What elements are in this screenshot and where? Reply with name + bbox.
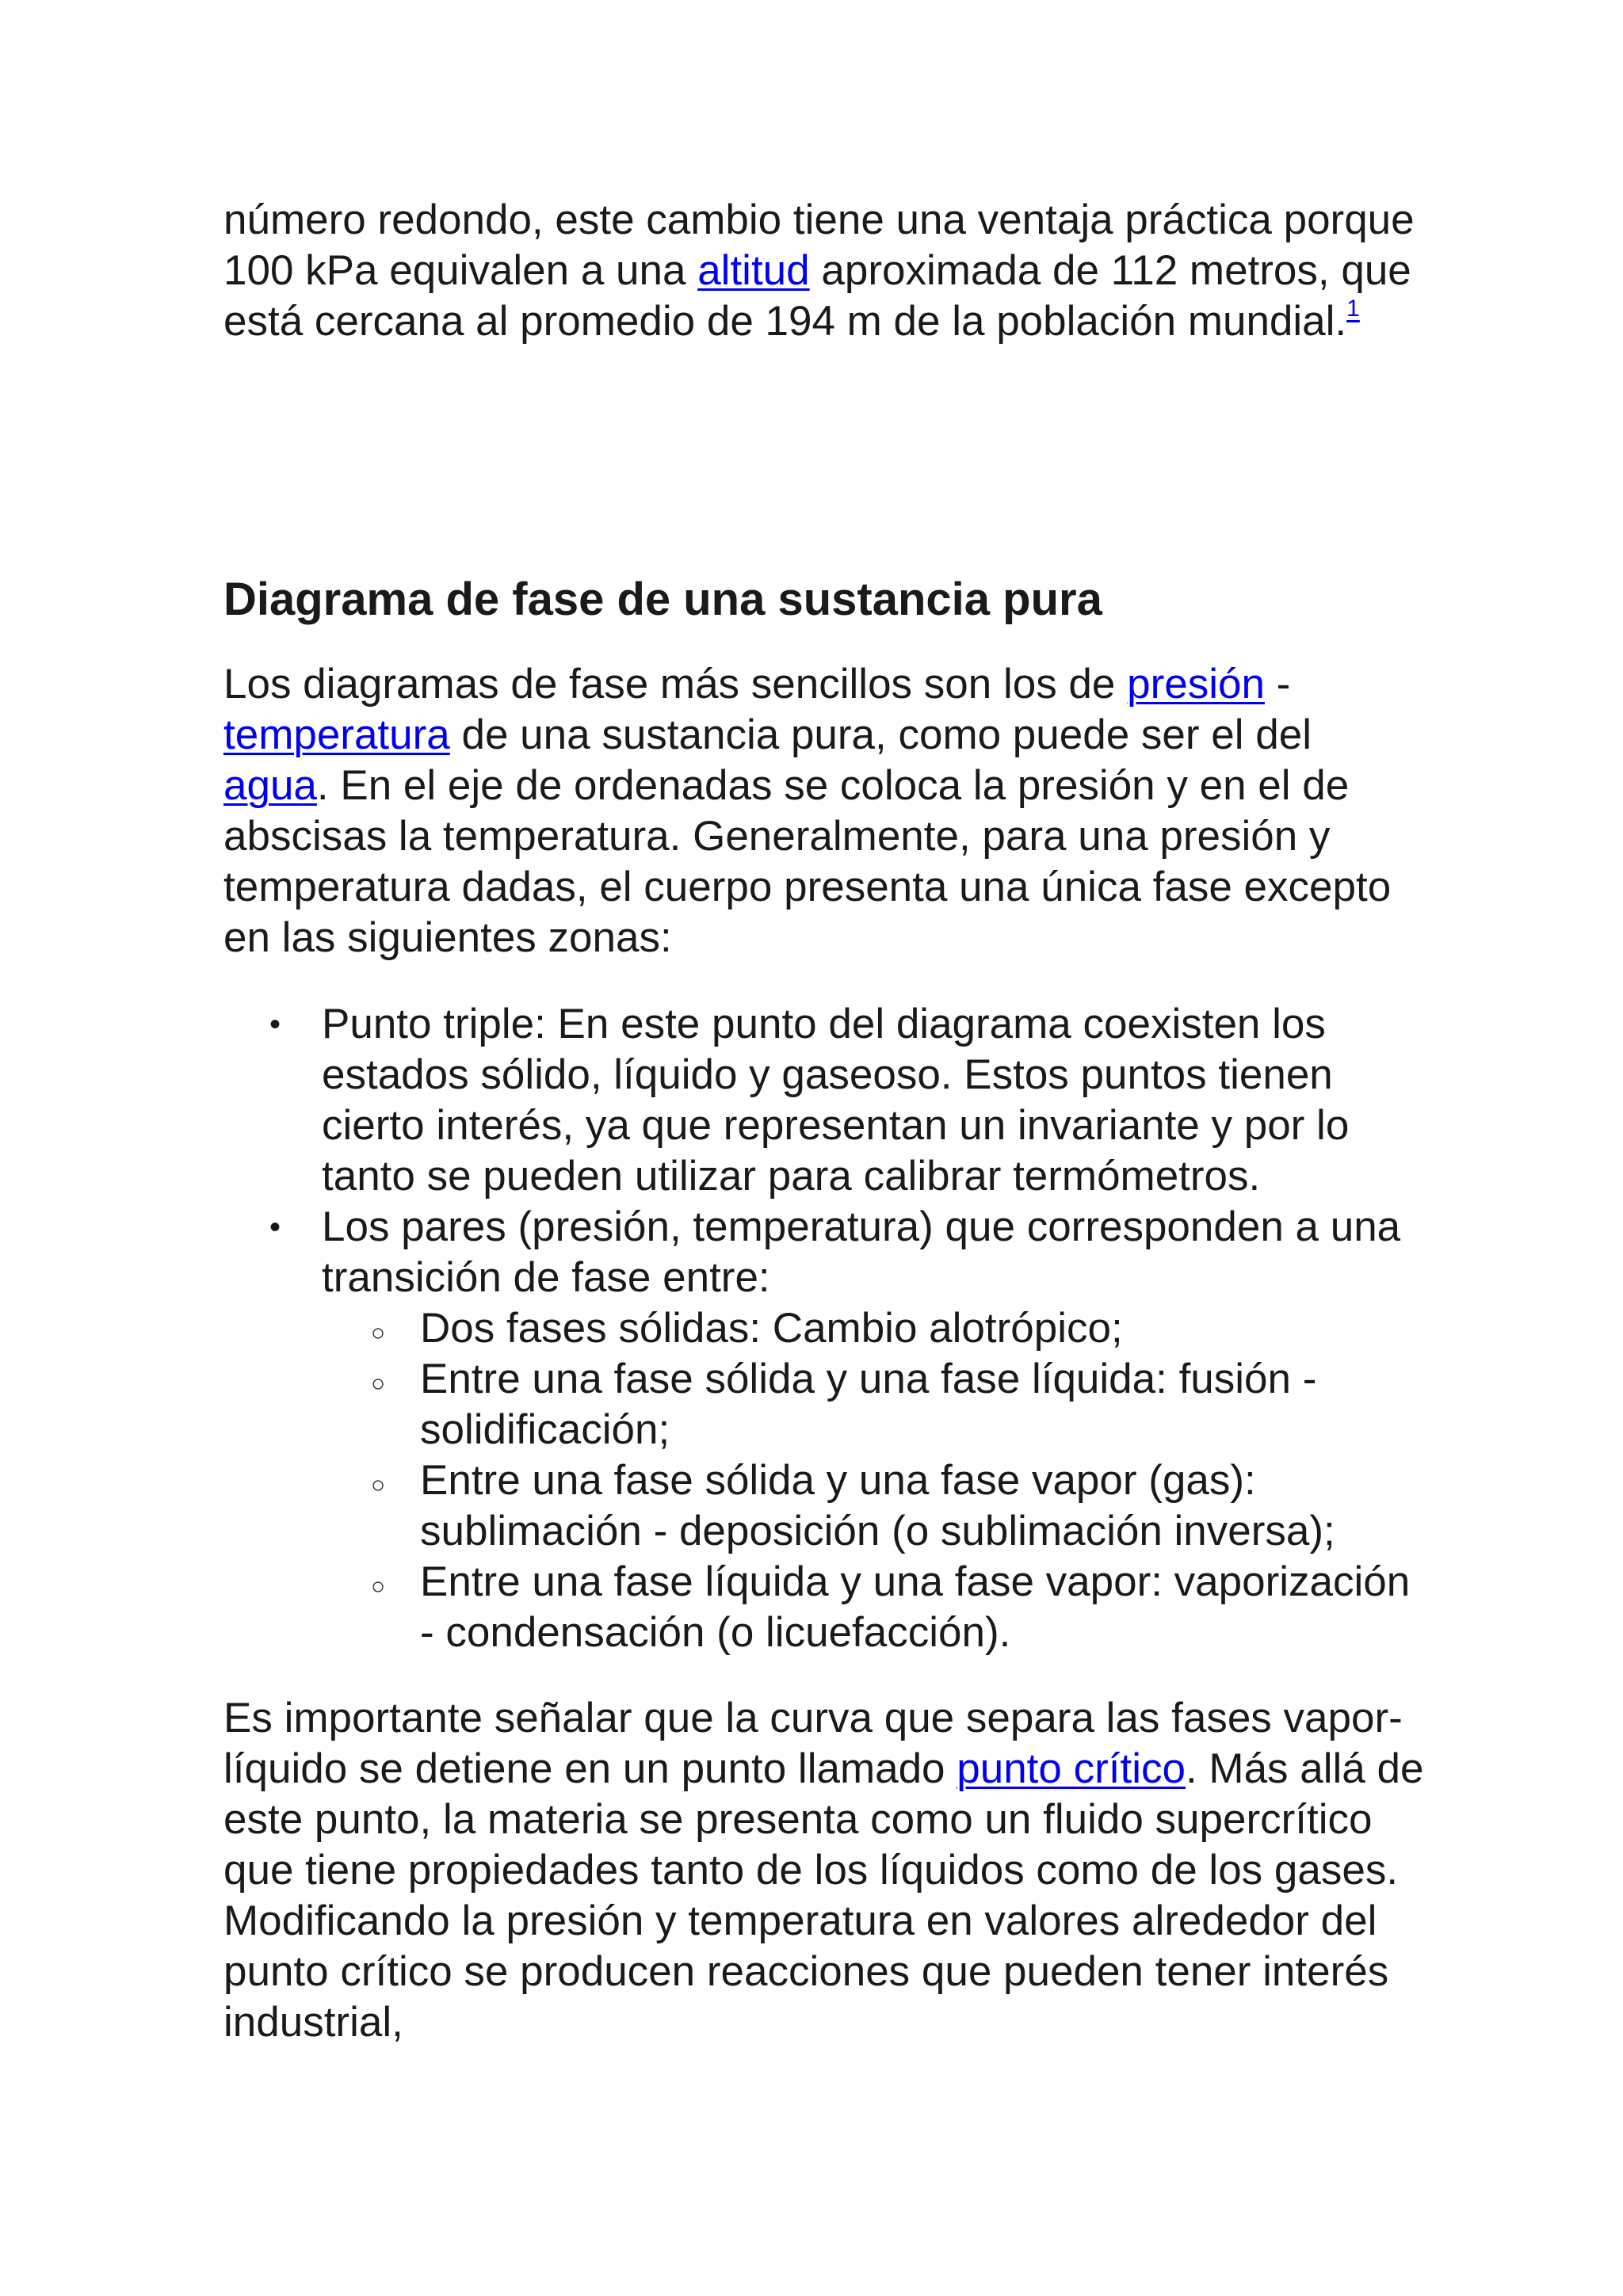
document-page xyxy=(223,195,1428,2048)
section-paragraph-2 xyxy=(223,1693,1428,2048)
link-agua[interactable]: agua xyxy=(223,762,317,809)
section-heading: Diagrama de fase de una sustancia pura xyxy=(223,574,1102,625)
sublist-item-text: Entre una fase sólida y una fase vapor (gas): sublimación - deposición (o sublimación inversa); xyxy=(420,1457,1335,1554)
circle-bullet-icon: ○ xyxy=(371,1472,386,1498)
list-item-transitions xyxy=(223,1202,1428,1658)
bullet-icon: • xyxy=(269,1007,281,1042)
intro-paragraph xyxy=(223,195,1428,347)
bullet-icon: • xyxy=(269,1210,281,1245)
sublist-item xyxy=(322,1354,1428,1455)
sublist-item xyxy=(322,1455,1428,1557)
list-item-triple-point xyxy=(223,999,1428,1202)
link-punto-critico[interactable]: punto crítico xyxy=(957,1745,1186,1792)
p2-text-1: Es importante señalar que la curva que separa las fases vapor-líquido se detiene en un punto llamado xyxy=(223,1695,1403,1792)
sublist-item xyxy=(322,1557,1428,1658)
intro-text-2: aproximada de 112 metros, que está cercana al promedio de 194 m de la población mundial. xyxy=(223,247,1411,345)
sublist-item-text: Entre una fase líquida y una fase vapor: vaporización - condensación (o licuefacción). xyxy=(420,1558,1411,1656)
circle-bullet-icon: ○ xyxy=(371,1371,386,1397)
p1-text-2: - xyxy=(1264,661,1291,707)
list-item-text: Punto triple: En este punto del diagrama coexisten los estados sólido, líquido y gaseoso. Estos puntos tienen cierto interés, ya que representan un invariante y por lo tanto se pueden utilizar para calibrar termómetros. xyxy=(322,1001,1350,1199)
section-paragraph-1 xyxy=(223,659,1428,963)
circle-bullet-icon: ○ xyxy=(371,1573,386,1600)
p1-text-4: . En el eje de ordenadas se coloca la presión y en el de abscisas la temperatura. Generalmente, para una presión y temperatura dadas, el cuerpo presenta una única fase excepto en las siguientes zonas: xyxy=(223,762,1392,961)
p1-text-1: Los diagramas de fase más sencillos son los de xyxy=(223,661,1128,707)
p1-text-3: de una sustancia pura, como puede ser el del xyxy=(449,711,1312,758)
p2-text-2: . Más allá de este punto, la materia se presenta como un fluido supercrítico que tiene propiedades tanto de los líquidos como de los gases. Modificando la presión y temperatura en valores alrededor del punto crítico se producen reacciones que pueden tener interés industrial, xyxy=(223,1745,1424,2046)
sublist-item-text: Entre una fase sólida y una fase líquida: fusión - solidificación; xyxy=(420,1356,1317,1453)
list-item-text: Los pares (presión, temperatura) que corresponden a una transición de fase entre: xyxy=(322,1203,1401,1301)
circle-bullet-icon: ○ xyxy=(371,1320,386,1346)
link-altitud[interactable]: altitud xyxy=(697,247,810,294)
transitions-sublist xyxy=(322,1303,1428,1658)
intro-text-1: número redondo, este cambio tiene una ventaja práctica porque 100 kPa equivalen a una xyxy=(223,196,1415,294)
footnote-link[interactable]: 1 xyxy=(1346,296,1360,322)
zones-list xyxy=(223,999,1428,1658)
link-temperatura[interactable]: temperatura xyxy=(223,711,450,758)
link-presion[interactable]: presión xyxy=(1127,661,1265,707)
sublist-item xyxy=(322,1303,1428,1354)
sublist-item-text: Dos fases sólidas: Cambio alotrópico; xyxy=(420,1305,1123,1352)
